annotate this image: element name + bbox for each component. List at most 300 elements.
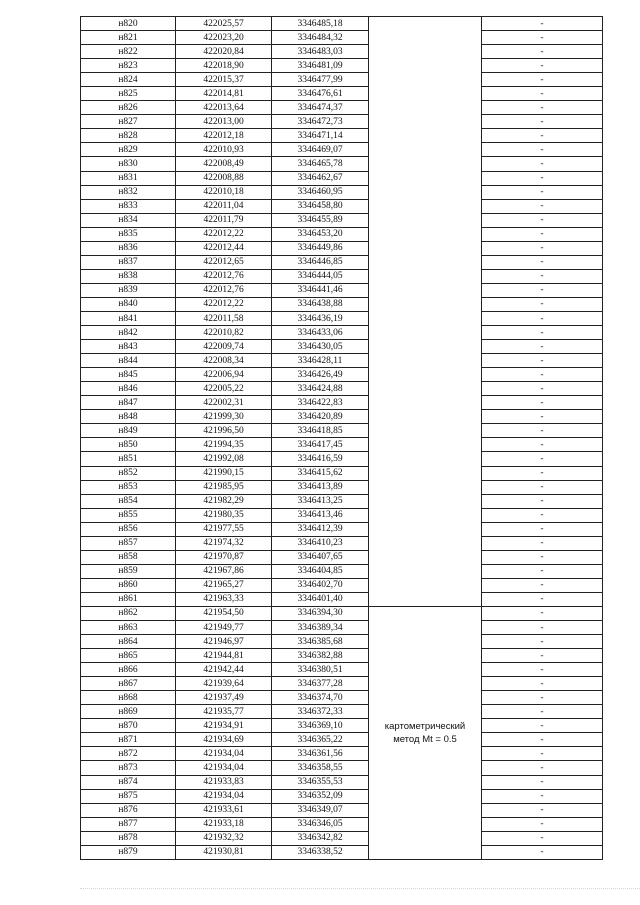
note-cell: - (482, 45, 603, 59)
note-cell: - (482, 522, 603, 536)
x-coordinate-cell: 421937,49 (176, 691, 272, 705)
y-coordinate-cell: 3346449,86 (272, 241, 369, 255)
coordinates-sheet (80, 16, 602, 860)
table-row (81, 536, 603, 550)
x-coordinate-cell: 422012,76 (176, 283, 272, 297)
note-cell: - (482, 227, 603, 241)
x-coordinate-cell: 422020,84 (176, 45, 272, 59)
table-row (81, 354, 603, 368)
point-name-cell: н839 (81, 283, 176, 297)
y-coordinate-cell: 3346428,11 (272, 354, 369, 368)
y-coordinate-cell: 3346481,09 (272, 59, 369, 73)
x-coordinate-cell: 422012,22 (176, 297, 272, 311)
y-coordinate-cell: 3346413,89 (272, 480, 369, 494)
note-cell: - (482, 635, 603, 649)
point-name-cell: н852 (81, 466, 176, 480)
y-coordinate-cell: 3346477,99 (272, 73, 369, 87)
point-name-cell: н856 (81, 522, 176, 536)
y-coordinate-cell: 3346436,19 (272, 311, 369, 325)
note-cell: - (482, 17, 603, 31)
point-name-cell: н868 (81, 691, 176, 705)
note-cell: - (482, 143, 603, 157)
note-cell: - (482, 719, 603, 733)
x-coordinate-cell: 421942,44 (176, 663, 272, 677)
table-row (81, 494, 603, 508)
x-coordinate-cell: 421934,91 (176, 719, 272, 733)
table-row (81, 87, 603, 101)
coordinates-table (80, 16, 603, 860)
method-description-line2: метод Mt = 0.5 (393, 733, 457, 745)
y-coordinate-cell: 3346349,07 (272, 803, 369, 817)
y-coordinate-cell: 3346474,37 (272, 101, 369, 115)
point-name-cell: н849 (81, 424, 176, 438)
x-coordinate-cell: 421967,86 (176, 564, 272, 578)
point-name-cell: н873 (81, 761, 176, 775)
table-row (81, 45, 603, 59)
y-coordinate-cell: 3346401,40 (272, 592, 369, 606)
note-cell: - (482, 480, 603, 494)
note-cell: - (482, 354, 603, 368)
y-coordinate-cell: 3346416,59 (272, 452, 369, 466)
point-name-cell: н855 (81, 508, 176, 522)
y-coordinate-cell: 3346402,70 (272, 578, 369, 592)
point-name-cell: н862 (81, 606, 176, 620)
scan-footer-artifact (80, 888, 640, 897)
x-coordinate-cell: 421994,35 (176, 438, 272, 452)
table-row (81, 733, 603, 747)
x-coordinate-cell: 422005,22 (176, 382, 272, 396)
y-coordinate-cell: 3346412,39 (272, 522, 369, 536)
table-row (81, 831, 603, 845)
y-coordinate-cell: 3346355,53 (272, 775, 369, 789)
table-row (81, 213, 603, 227)
y-coordinate-cell: 3346426,49 (272, 368, 369, 382)
table-row (81, 101, 603, 115)
point-name-cell: н829 (81, 143, 176, 157)
note-cell: - (482, 733, 603, 747)
x-coordinate-cell: 421982,29 (176, 494, 272, 508)
table-row (81, 227, 603, 241)
x-coordinate-cell: 421980,35 (176, 508, 272, 522)
y-coordinate-cell: 3346455,89 (272, 213, 369, 227)
x-coordinate-cell: 422012,22 (176, 227, 272, 241)
y-coordinate-cell: 3346338,52 (272, 845, 369, 859)
note-cell: - (482, 592, 603, 606)
table-row (81, 157, 603, 171)
y-coordinate-cell: 3346377,28 (272, 677, 369, 691)
table-row (81, 382, 603, 396)
y-coordinate-cell: 3346410,23 (272, 536, 369, 550)
table-row (81, 269, 603, 283)
note-cell: - (482, 31, 603, 45)
point-name-cell: н877 (81, 817, 176, 831)
point-name-cell: н848 (81, 410, 176, 424)
table-row (81, 522, 603, 536)
table-row (81, 143, 603, 157)
x-coordinate-cell: 421954,50 (176, 606, 272, 620)
x-coordinate-cell: 422012,65 (176, 255, 272, 269)
point-name-cell: н870 (81, 719, 176, 733)
point-name-cell: н864 (81, 635, 176, 649)
point-name-cell: н872 (81, 747, 176, 761)
table-row (81, 789, 603, 803)
point-name-cell: н844 (81, 354, 176, 368)
y-coordinate-cell: 3346382,88 (272, 649, 369, 663)
point-name-cell: н859 (81, 564, 176, 578)
table-row (81, 115, 603, 129)
note-cell: - (482, 213, 603, 227)
table-row (81, 663, 603, 677)
note-cell: - (482, 185, 603, 199)
x-coordinate-cell: 421930,81 (176, 845, 272, 859)
point-name-cell: н828 (81, 129, 176, 143)
note-cell: - (482, 241, 603, 255)
y-coordinate-cell: 3346374,70 (272, 691, 369, 705)
y-coordinate-cell: 3346484,32 (272, 31, 369, 45)
note-cell: - (482, 269, 603, 283)
y-coordinate-cell: 3346365,22 (272, 733, 369, 747)
y-coordinate-cell: 3346472,73 (272, 115, 369, 129)
x-coordinate-cell: 421933,18 (176, 817, 272, 831)
point-name-cell: н822 (81, 45, 176, 59)
note-cell: - (482, 789, 603, 803)
x-coordinate-cell: 421933,61 (176, 803, 272, 817)
point-name-cell: н860 (81, 578, 176, 592)
note-cell: - (482, 606, 603, 620)
point-name-cell: н867 (81, 677, 176, 691)
x-coordinate-cell: 422008,34 (176, 354, 272, 368)
point-name-cell: н879 (81, 845, 176, 859)
x-coordinate-cell: 421935,77 (176, 705, 272, 719)
note-cell: - (482, 649, 603, 663)
point-name-cell: н821 (81, 31, 176, 45)
table-row (81, 578, 603, 592)
table-row (81, 621, 603, 635)
point-name-cell: н837 (81, 255, 176, 269)
note-cell: - (482, 129, 603, 143)
table-row (81, 297, 603, 311)
x-coordinate-cell: 421974,32 (176, 536, 272, 550)
table-row (81, 326, 603, 340)
note-cell: - (482, 817, 603, 831)
table-row (81, 171, 603, 185)
note-cell: - (482, 578, 603, 592)
table-row (81, 283, 603, 297)
y-coordinate-cell: 3346361,56 (272, 747, 369, 761)
note-cell: - (482, 466, 603, 480)
y-coordinate-cell: 3346441,46 (272, 283, 369, 297)
point-name-cell: н875 (81, 789, 176, 803)
y-coordinate-cell: 3346433,06 (272, 326, 369, 340)
table-row (81, 803, 603, 817)
point-name-cell: н840 (81, 297, 176, 311)
x-coordinate-cell: 422010,93 (176, 143, 272, 157)
note-cell: - (482, 326, 603, 340)
point-name-cell: н833 (81, 199, 176, 213)
x-coordinate-cell: 421965,27 (176, 578, 272, 592)
x-coordinate-cell: 421990,15 (176, 466, 272, 480)
point-name-cell: н843 (81, 340, 176, 354)
point-name-cell: н853 (81, 480, 176, 494)
table-row (81, 635, 603, 649)
x-coordinate-cell: 422010,18 (176, 185, 272, 199)
x-coordinate-cell: 422025,57 (176, 17, 272, 31)
note-cell: - (482, 297, 603, 311)
note-cell: - (482, 410, 603, 424)
table-row (81, 340, 603, 354)
y-coordinate-cell: 3346418,85 (272, 424, 369, 438)
y-coordinate-cell: 3346422,83 (272, 396, 369, 410)
note-cell: - (482, 803, 603, 817)
y-coordinate-cell: 3346444,05 (272, 269, 369, 283)
point-name-cell: н874 (81, 775, 176, 789)
note-cell: - (482, 705, 603, 719)
x-coordinate-cell: 421999,30 (176, 410, 272, 424)
x-coordinate-cell: 421970,87 (176, 550, 272, 564)
note-cell: - (482, 508, 603, 522)
note-cell: - (482, 157, 603, 171)
y-coordinate-cell: 3346471,14 (272, 129, 369, 143)
note-cell: - (482, 775, 603, 789)
x-coordinate-cell: 422011,79 (176, 213, 272, 227)
point-name-cell: н876 (81, 803, 176, 817)
note-cell: - (482, 452, 603, 466)
note-cell: - (482, 536, 603, 550)
point-name-cell: н854 (81, 494, 176, 508)
x-coordinate-cell: 422002,31 (176, 396, 272, 410)
x-coordinate-cell: 421934,04 (176, 747, 272, 761)
y-coordinate-cell: 3346346,05 (272, 817, 369, 831)
x-coordinate-cell: 422009,74 (176, 340, 272, 354)
table-row (81, 705, 603, 719)
point-name-cell: н825 (81, 87, 176, 101)
note-cell: - (482, 171, 603, 185)
x-coordinate-cell: 421949,77 (176, 621, 272, 635)
y-coordinate-cell: 3346420,89 (272, 410, 369, 424)
table-row (81, 59, 603, 73)
note-cell: - (482, 494, 603, 508)
x-coordinate-cell: 422008,88 (176, 171, 272, 185)
x-coordinate-cell: 421977,55 (176, 522, 272, 536)
y-coordinate-cell: 3346465,78 (272, 157, 369, 171)
x-coordinate-cell: 421939,64 (176, 677, 272, 691)
coordinates-table-body (81, 17, 603, 860)
y-coordinate-cell: 3346446,85 (272, 255, 369, 269)
point-name-cell: н836 (81, 241, 176, 255)
table-row (81, 438, 603, 452)
point-name-cell: н851 (81, 452, 176, 466)
point-name-cell: н863 (81, 621, 176, 635)
x-coordinate-cell: 421934,69 (176, 733, 272, 747)
y-coordinate-cell: 3346413,46 (272, 508, 369, 522)
note-cell: - (482, 283, 603, 297)
point-name-cell: н850 (81, 438, 176, 452)
note-cell: - (482, 368, 603, 382)
table-row (81, 31, 603, 45)
point-name-cell: н857 (81, 536, 176, 550)
table-row (81, 424, 603, 438)
table-row (81, 129, 603, 143)
point-name-cell: н846 (81, 382, 176, 396)
note-cell: - (482, 550, 603, 564)
note-cell: - (482, 621, 603, 635)
note-cell: - (482, 761, 603, 775)
table-row (81, 691, 603, 705)
y-coordinate-cell: 3346385,68 (272, 635, 369, 649)
x-coordinate-cell: 421946,97 (176, 635, 272, 649)
x-coordinate-cell: 422011,04 (176, 199, 272, 213)
y-coordinate-cell: 3346389,34 (272, 621, 369, 635)
point-name-cell: н866 (81, 663, 176, 677)
x-coordinate-cell: 422013,00 (176, 115, 272, 129)
table-row (81, 73, 603, 87)
method-description (385, 720, 465, 746)
x-coordinate-cell: 421944,81 (176, 649, 272, 663)
y-coordinate-cell: 3346458,80 (272, 199, 369, 213)
point-name-cell: н830 (81, 157, 176, 171)
x-coordinate-cell: 422012,44 (176, 241, 272, 255)
point-name-cell: н820 (81, 17, 176, 31)
y-coordinate-cell: 3346404,85 (272, 564, 369, 578)
table-row (81, 410, 603, 424)
note-cell: - (482, 845, 603, 859)
table-row (81, 368, 603, 382)
table-row (81, 649, 603, 663)
note-cell: - (482, 396, 603, 410)
y-coordinate-cell: 3346342,82 (272, 831, 369, 845)
y-coordinate-cell: 3346430,05 (272, 340, 369, 354)
table-row (81, 311, 603, 325)
y-coordinate-cell: 3346453,20 (272, 227, 369, 241)
x-coordinate-cell: 421934,04 (176, 789, 272, 803)
x-coordinate-cell: 421934,04 (176, 761, 272, 775)
point-name-cell: н871 (81, 733, 176, 747)
point-name-cell: н878 (81, 831, 176, 845)
point-name-cell: н865 (81, 649, 176, 663)
note-cell: - (482, 87, 603, 101)
table-row (81, 452, 603, 466)
y-coordinate-cell: 3346424,88 (272, 382, 369, 396)
y-coordinate-cell: 3346372,33 (272, 705, 369, 719)
x-coordinate-cell: 422010,82 (176, 326, 272, 340)
table-row (81, 199, 603, 213)
x-coordinate-cell: 422015,37 (176, 73, 272, 87)
x-coordinate-cell: 422008,49 (176, 157, 272, 171)
note-cell: - (482, 663, 603, 677)
x-coordinate-cell: 422012,18 (176, 129, 272, 143)
point-name-cell: н845 (81, 368, 176, 382)
note-cell: - (482, 564, 603, 578)
x-coordinate-cell: 422012,76 (176, 269, 272, 283)
y-coordinate-cell: 3346413,25 (272, 494, 369, 508)
point-name-cell: н858 (81, 550, 176, 564)
point-name-cell: н831 (81, 171, 176, 185)
note-cell: - (482, 101, 603, 115)
y-coordinate-cell: 3346352,09 (272, 789, 369, 803)
table-row (81, 775, 603, 789)
table-row (81, 466, 603, 480)
note-cell: - (482, 115, 603, 129)
y-coordinate-cell: 3346462,67 (272, 171, 369, 185)
x-coordinate-cell: 422011,58 (176, 311, 272, 325)
point-name-cell: н847 (81, 396, 176, 410)
note-cell: - (482, 438, 603, 452)
table-row (81, 606, 603, 620)
note-cell: - (482, 311, 603, 325)
table-row (81, 480, 603, 494)
point-name-cell: н835 (81, 227, 176, 241)
table-row (81, 817, 603, 831)
x-coordinate-cell: 421992,08 (176, 452, 272, 466)
note-cell: - (482, 73, 603, 87)
y-coordinate-cell: 3346438,88 (272, 297, 369, 311)
y-coordinate-cell: 3346394,30 (272, 606, 369, 620)
point-name-cell: н826 (81, 101, 176, 115)
x-coordinate-cell: 422018,90 (176, 59, 272, 73)
y-coordinate-cell: 3346476,61 (272, 87, 369, 101)
note-cell: - (482, 340, 603, 354)
table-row (81, 761, 603, 775)
note-cell: - (482, 255, 603, 269)
x-coordinate-cell: 421963,33 (176, 592, 272, 606)
x-coordinate-cell: 421985,95 (176, 480, 272, 494)
y-coordinate-cell: 3346485,18 (272, 17, 369, 31)
point-name-cell: н842 (81, 326, 176, 340)
table-row (81, 845, 603, 859)
y-coordinate-cell: 3346358,55 (272, 761, 369, 775)
table-row (81, 564, 603, 578)
point-name-cell: н823 (81, 59, 176, 73)
x-coordinate-cell: 421932,32 (176, 831, 272, 845)
y-coordinate-cell: 3346460,95 (272, 185, 369, 199)
y-coordinate-cell: 3346415,62 (272, 466, 369, 480)
y-coordinate-cell: 3346407,65 (272, 550, 369, 564)
point-name-cell: н869 (81, 705, 176, 719)
note-cell: - (482, 677, 603, 691)
y-coordinate-cell: 3346483,03 (272, 45, 369, 59)
note-cell: - (482, 831, 603, 845)
note-cell: - (482, 382, 603, 396)
table-row (81, 719, 603, 733)
table-row (81, 508, 603, 522)
note-cell: - (482, 199, 603, 213)
x-coordinate-cell: 422013,64 (176, 101, 272, 115)
table-row (81, 747, 603, 761)
table-row (81, 677, 603, 691)
note-cell: - (482, 691, 603, 705)
table-row (81, 255, 603, 269)
table-row (81, 185, 603, 199)
table-row (81, 396, 603, 410)
method-description-line1: картометрический (384, 720, 466, 732)
table-row (81, 592, 603, 606)
point-name-cell: н841 (81, 311, 176, 325)
note-cell: - (482, 424, 603, 438)
y-coordinate-cell: 3346380,51 (272, 663, 369, 677)
x-coordinate-cell: 422023,20 (176, 31, 272, 45)
x-coordinate-cell: 422014,81 (176, 87, 272, 101)
y-coordinate-cell: 3346417,45 (272, 438, 369, 452)
table-row (81, 241, 603, 255)
y-coordinate-cell: 3346469,07 (272, 143, 369, 157)
point-name-cell: н824 (81, 73, 176, 87)
table-row (81, 17, 603, 31)
point-name-cell: н838 (81, 269, 176, 283)
point-name-cell: н861 (81, 592, 176, 606)
point-name-cell: н834 (81, 213, 176, 227)
point-name-cell: н832 (81, 185, 176, 199)
x-coordinate-cell: 421996,50 (176, 424, 272, 438)
